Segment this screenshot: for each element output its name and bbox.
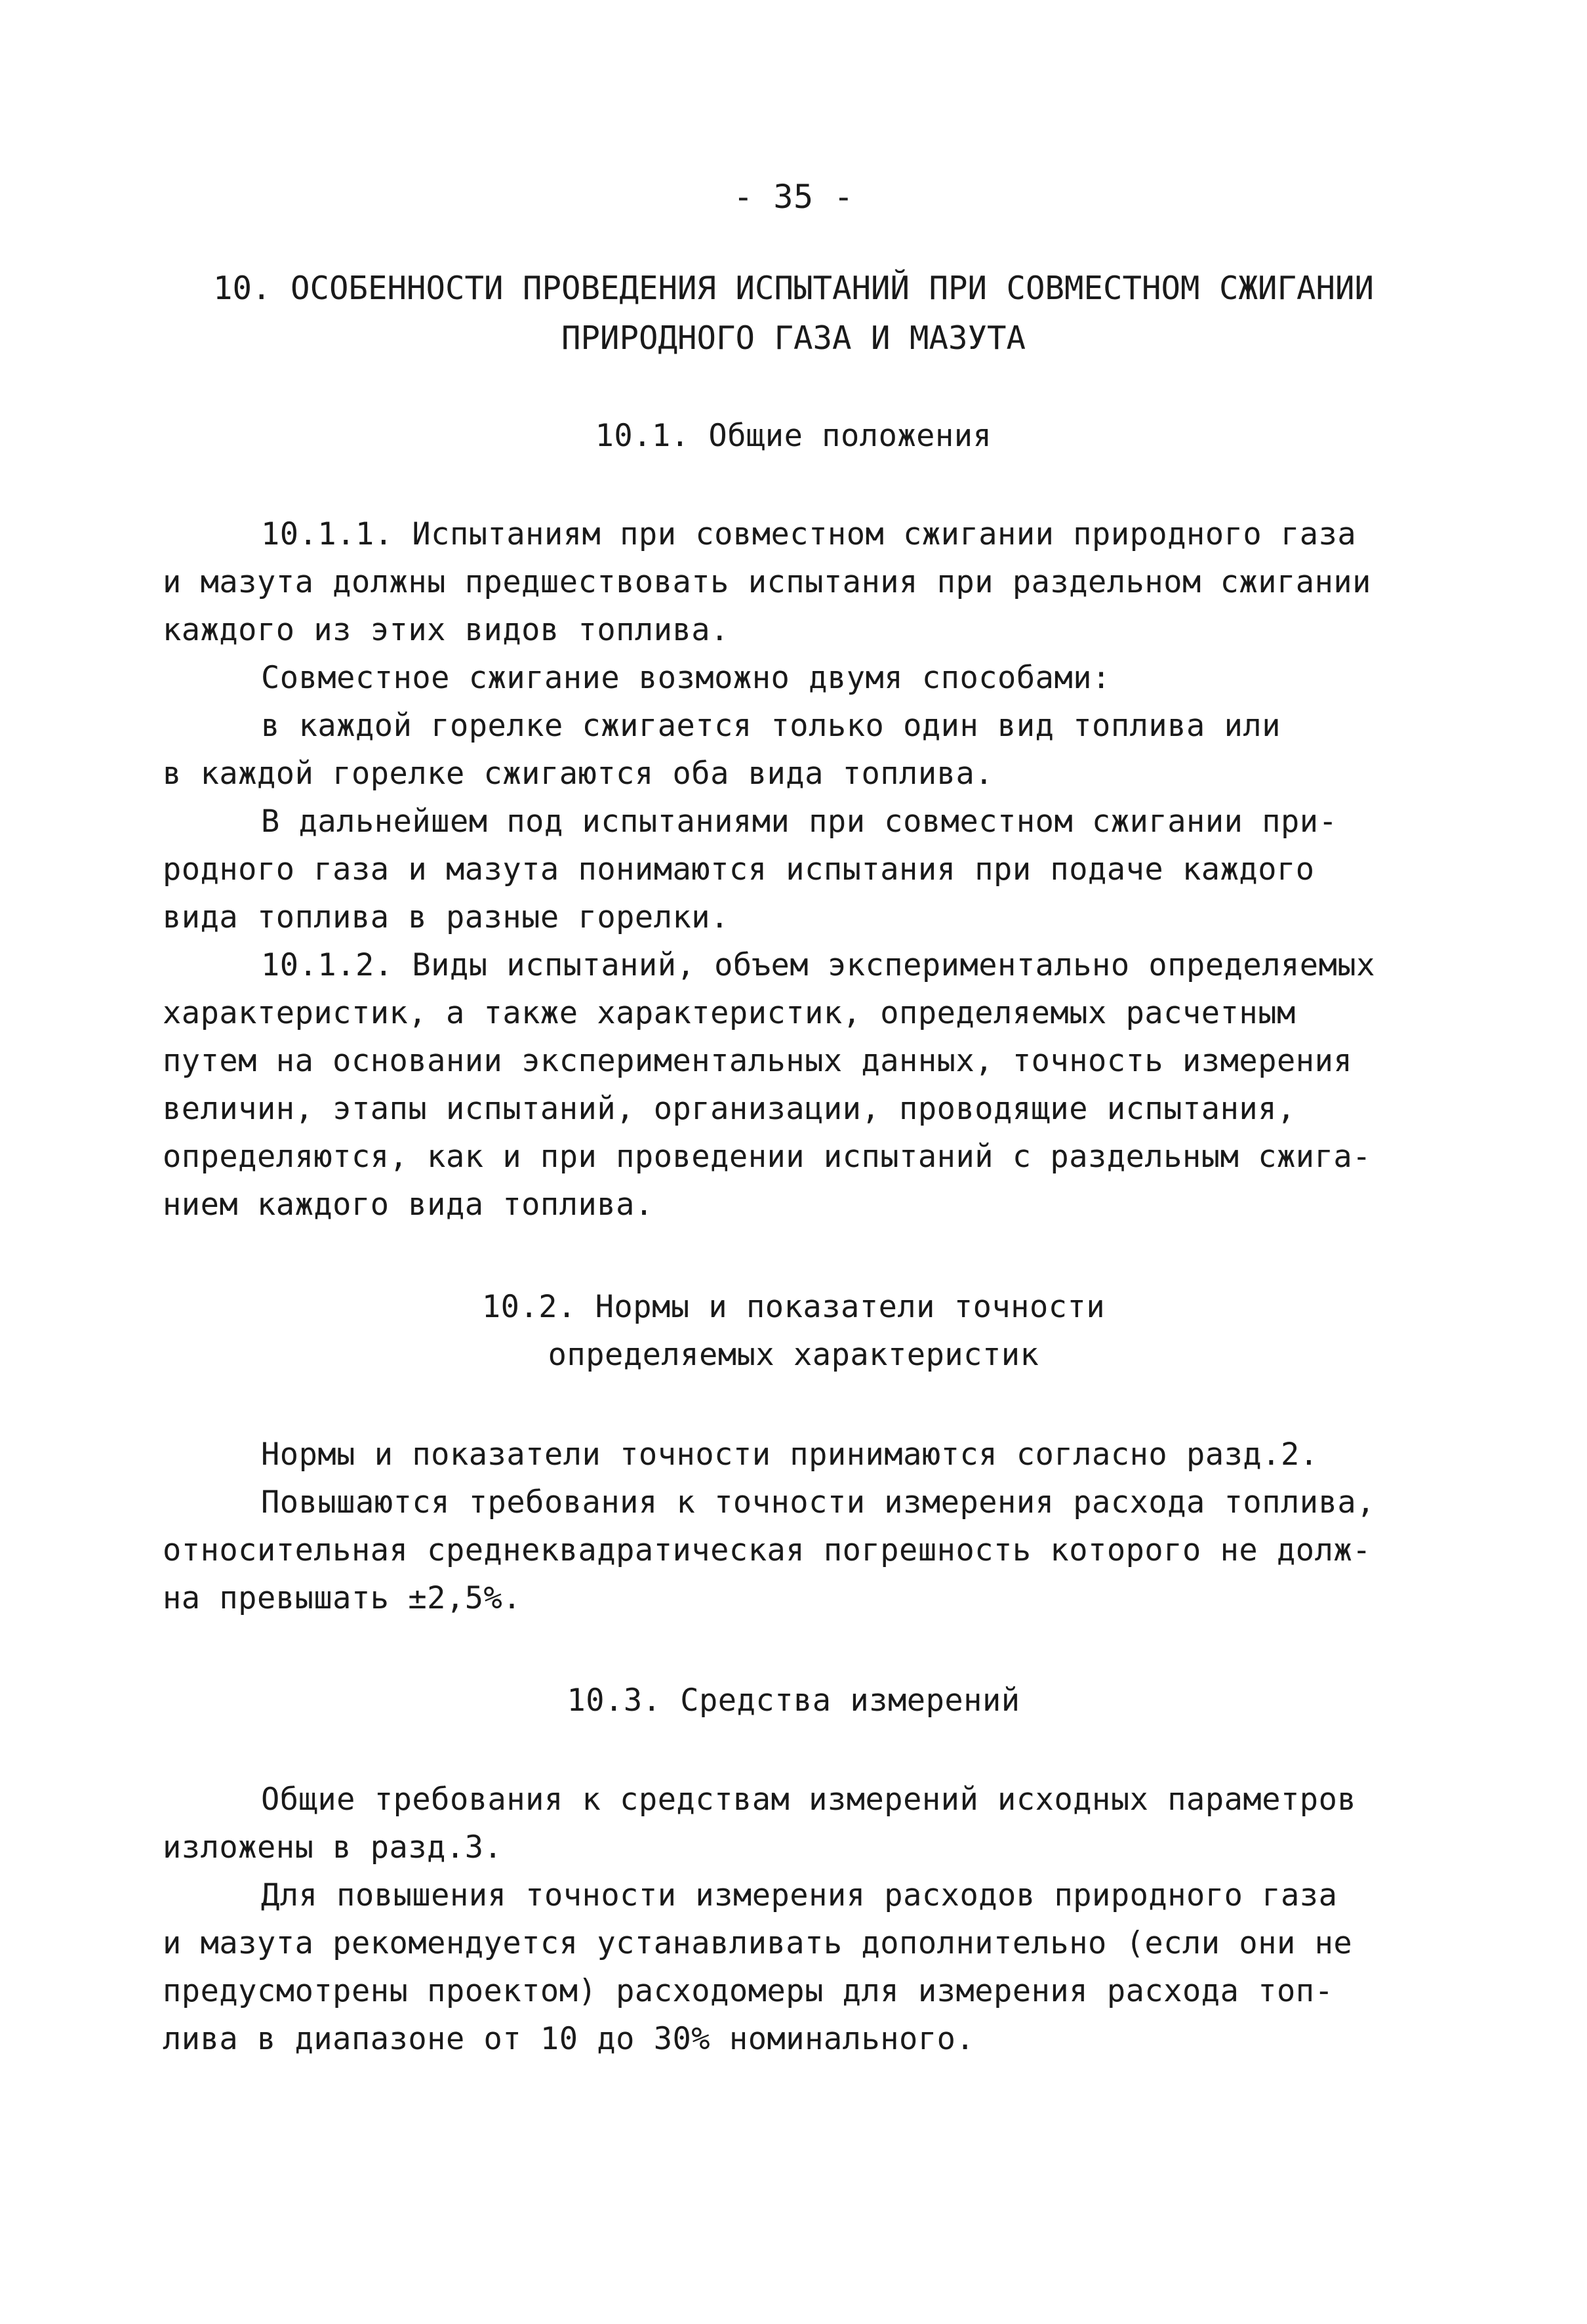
page-number: - 35 - bbox=[733, 178, 854, 216]
paragraph-line: 10.1.2. Виды испытаний, объем экспериментально определяемых bbox=[261, 947, 1375, 983]
paragraph-line: В дальнейшем под испытаниями при совместном сжигании при- bbox=[261, 804, 1338, 840]
paragraph-line: Нормы и показатели точности принимаются согласно разд.2. bbox=[261, 1437, 1319, 1473]
paragraph-line: и мазута рекомендуется устанавливать дополнительно (если они не bbox=[163, 1925, 1353, 1961]
paragraph-line: вида топлива в разные горелки. bbox=[163, 899, 729, 935]
paragraph-line: Совместное сжигание возможно двумя способами: bbox=[261, 660, 1111, 696]
paragraph-line: путем на основании экспериментальных данных, точность измерения bbox=[163, 1043, 1353, 1079]
paragraph-line: каждого из этих видов топлива. bbox=[163, 612, 729, 648]
paragraph-line: и мазута должны предшествовать испытания при раздельном сжигании bbox=[163, 564, 1371, 600]
paragraph-line: родного газа и мазута понимаются испытания при подаче каждого bbox=[163, 851, 1315, 887]
paragraph-line: относительная среднеквадратическая погрешность которого не долж- bbox=[163, 1532, 1371, 1568]
section-heading-10-3: 10.3. Средства измерений bbox=[567, 1682, 1020, 1719]
paragraph-line: 10.1.1. Испытаниям при совместном сжигании природного газа bbox=[261, 516, 1357, 552]
chapter-title-line-2: ПРИРОДНОГО ГАЗА И МАЗУТА bbox=[561, 319, 1026, 357]
paragraph-line: Для повышения точности измерения расходов природного газа bbox=[261, 1877, 1338, 1913]
paragraph-line: характеристик, а также характеристик, определяемых расчетным bbox=[163, 995, 1296, 1031]
section-heading-10-2-line-2: определяемых характеристик bbox=[548, 1337, 1039, 1373]
paragraph-line: на превышать ±2,5%. bbox=[163, 1580, 522, 1616]
paragraph-line: в каждой горелке сжигаются оба вида топлива. bbox=[163, 756, 994, 792]
paragraph-line: нием каждого вида топлива. bbox=[163, 1187, 654, 1223]
paragraph-line: в каждой горелке сжигается только один вид топлива или bbox=[261, 708, 1281, 744]
chapter-title-line-1: 10. ОСОБЕННОСТИ ПРОВЕДЕНИЯ ИСПЫТАНИЙ ПРИ СОВМЕСТНОМ СЖИГАНИИ bbox=[212, 270, 1375, 307]
section-heading-10-2-line-1: 10.2. Нормы и показатели точности bbox=[481, 1289, 1106, 1325]
section-heading-10-1: 10.1. Общие положения bbox=[595, 418, 992, 454]
paragraph-line: предусмотрены проектом) расходомеры для измерения расхода топ- bbox=[163, 1973, 1334, 2009]
paragraph-line: изложены в разд.3. bbox=[163, 1829, 503, 1865]
paragraph-line: Общие требования к средствам измерений исходных параметров bbox=[261, 1782, 1357, 1818]
paragraph-line: величин, этапы испытаний, организации, проводящие испытания, bbox=[163, 1091, 1296, 1127]
paragraph-line: Повышаются требования к точности измерения расхода топлива, bbox=[261, 1484, 1375, 1520]
paragraph-line: лива в диапазоне от 10 до 30% номинального. bbox=[163, 2021, 975, 2057]
paragraph-line: определяются, как и при проведении испытаний с раздельным сжига- bbox=[163, 1139, 1371, 1175]
